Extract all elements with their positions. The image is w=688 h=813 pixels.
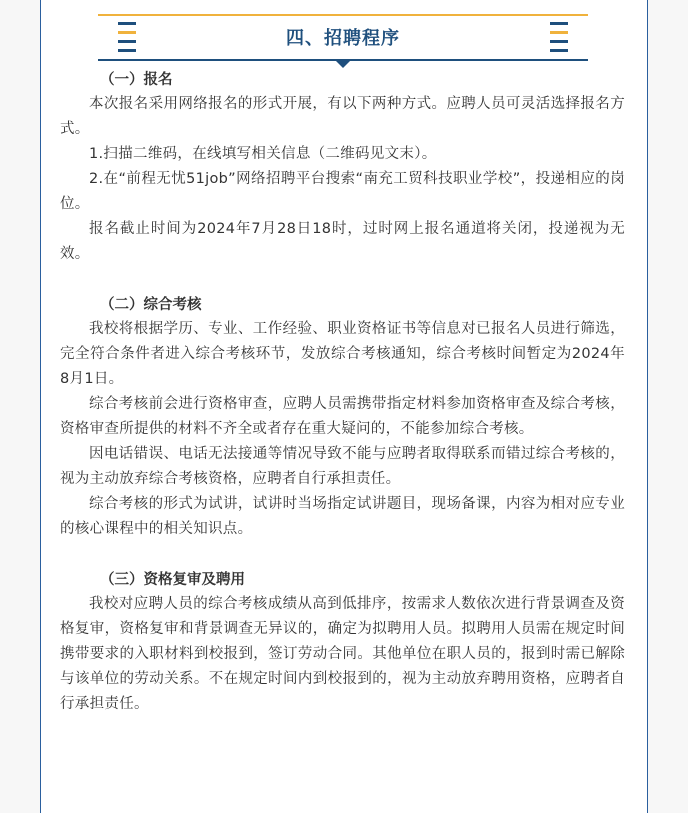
paragraph: 本次报名采用网络报名的形式开展，有以下两种方式。应聘人员可灵活选择报名方式。: [60, 96, 625, 137]
paragraph: 综合考核的形式为试讲，试讲时当场指定试讲题目，现场备课，内容为相对应专业的核心课程中的相关知识点。: [60, 496, 625, 537]
paragraph: 我校对应聘人员的综合考核成绩从高到低排序，按需求人数依次进行背景调查及资格复审，资格复审和背景调查无异议的，确定为拟聘用人员。拟聘用人员需在规定时间携带要求的入职材料到校报到，签订劳动合同。其他单位在职人员的，报到时需已解除与该单位的劳动关系。不在规定时间内到校报到的，视为主动放弃聘用资格，应聘者自行承担责任。: [60, 596, 625, 712]
section-registration: [60, 68, 625, 267]
paragraph: 综合考核前会进行资格审查，应聘人员需携带指定材料参加资格审查及综合考核，资格审查所提供的材料不齐全或者存在重大疑问的，不能参加综合考核。: [60, 396, 625, 437]
article-body: [60, 68, 625, 717]
paragraph: 报名截止时间为2024年7月28日18时，过时网上报名通道将关闭，投递视为无效。: [60, 221, 625, 262]
section-assessment: [60, 293, 625, 542]
banner-right-decoration-icon: [550, 22, 568, 52]
section-heading: （二）综合考核: [100, 297, 202, 313]
section-review-hiring: [60, 568, 625, 717]
paragraph: 2.在“前程无忧51job”网络招聘平台搜索“南充工贸科技职业学校”，投递相应的岗位。: [60, 171, 625, 212]
banner-title: 四、招聘程序: [286, 28, 400, 49]
paragraph: 1.扫描二维码，在线填写相关信息（二维码见文末）。: [89, 146, 437, 162]
banner-top-rule: [98, 14, 588, 16]
paragraph: 因电话错误、电话无法接通等情况导致不能与应聘者取得联系而错过综合考核的，视为主动放弃综合考核资格，应聘者自行承担责任。: [60, 446, 625, 487]
section-heading: （三）资格复审及聘用: [100, 572, 245, 588]
banner-notch-icon: [335, 60, 351, 68]
paragraph: 我校将根据学历、专业、工作经验、职业资格证书等信息对已报名人员进行筛选，完全符合条件者进入综合考核环节，发放综合考核通知，综合考核时间暂定为2024年8月1日。: [60, 321, 625, 387]
section-heading: （一）报名: [100, 72, 173, 88]
section-banner: [98, 14, 588, 64]
